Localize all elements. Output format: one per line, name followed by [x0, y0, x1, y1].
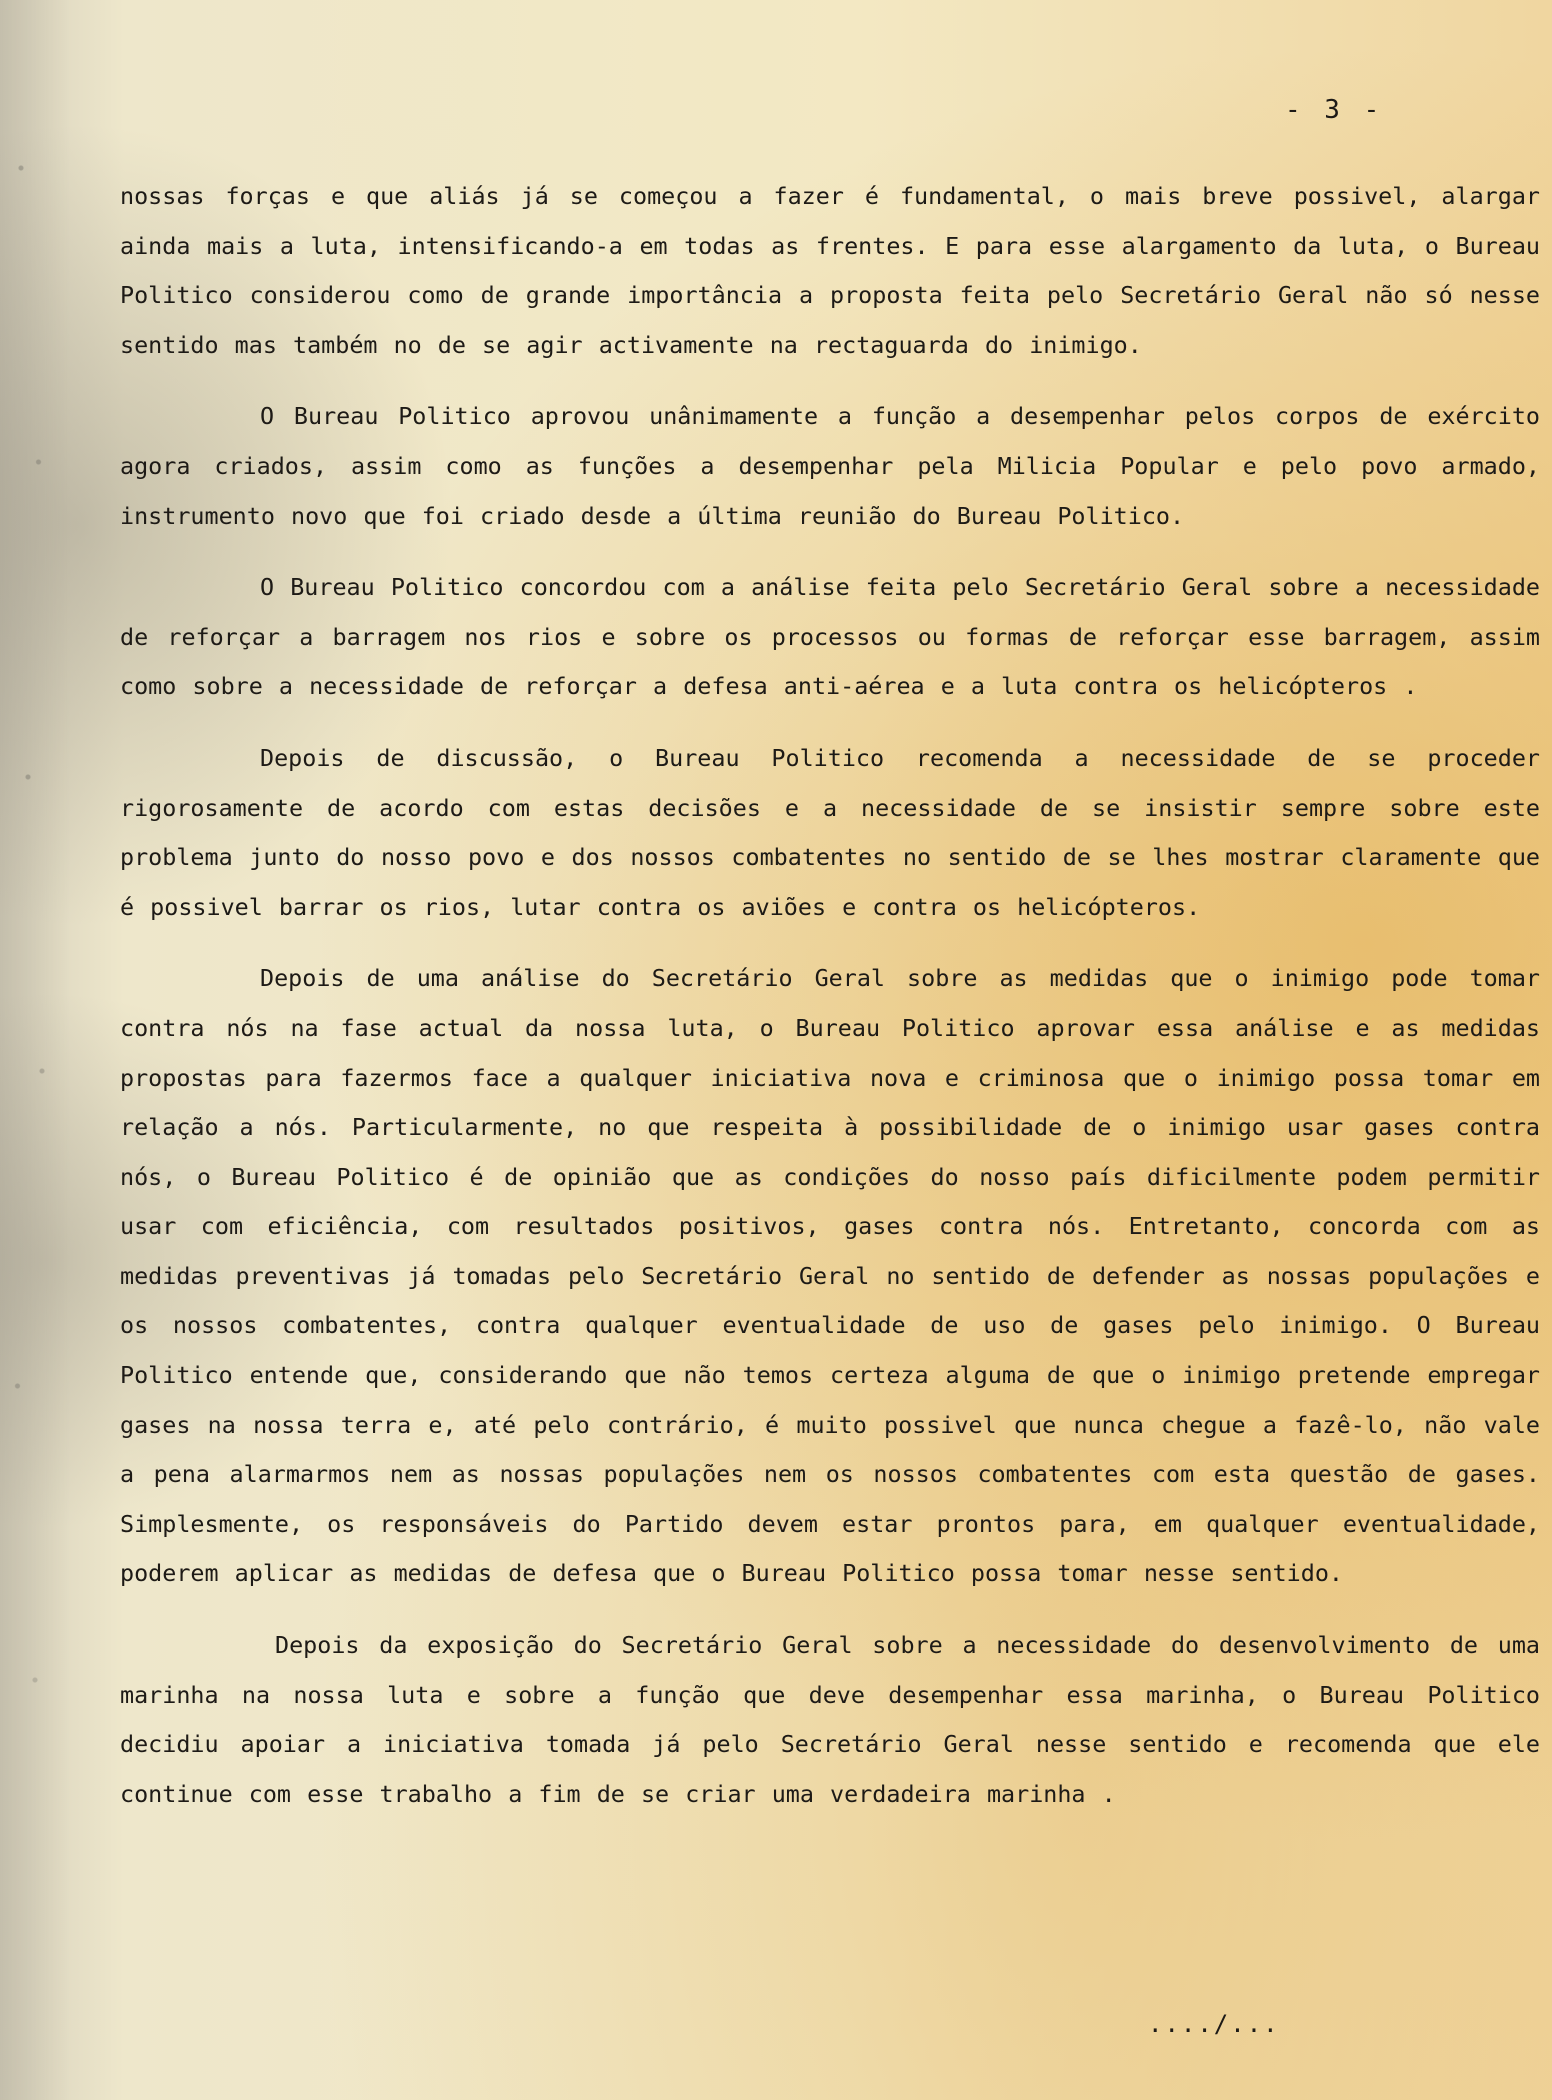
- paragraph: Depois de uma análise do Secretário Geral sobre as medidas que o inimigo pode tomar contra nós na fase actual da nossa luta, o Bureau Politico aprovar essa análise e as medidas propostas para fazermos face a qualquer iniciativa nova e criminosa que o inimigo possa tomar em relação a nós. Particularmente, no que respeita à possibilidade de o inimigo usar gases contra nós, o Bureau Politico é de opinião que as condições do nosso país dificilmente podem permitir usar com eficiência, com resultados positivos, gases contra nós. Entretanto, concorda com as medidas preventivas já tomadas pelo Secretário Geral no sentido de defender as nossas populações e os nossos combatentes, contra qualquer eventualidade de uso de gases pelo inimigo. O Bureau Politico entende que, considerando que não temos certeza alguma de que o inimigo pretende empregar gases na nossa terra e, até pelo contrário, é muito possivel que nunca chegue a fazê-lo, não vale a pena alarmarmos nem as nossas populações nem os nossos combatentes com esta questão de gases. Simplesmente, os responsáveis do Partido devem estar prontos para, em qualquer eventualidade, poderem aplicar as medidas de defesa que o Bureau Politico possa tomar nesse sentido.: [120, 964, 1540, 1588]
- continuation-mark: ..../...: [1148, 2010, 1280, 2038]
- paragraph: Depois da exposição do Secretário Geral sobre a necessidade do desenvolvimento de uma marinha na nossa luta e sobre a função que deve desempenhar essa marinha, o Bureau Politico decidiu apoiar a iniciativa tomada já pelo Secretário Geral nesse sentido e recomenda que ele continue com esse trabalho a fim de se criar uma verdadeira marinha .: [120, 1631, 1540, 1808]
- paragraph: Depois de discussão, o Bureau Politico recomenda a necessidade de se proceder rigorosamente de acordo com estas decisões e a necessidade de se insistir sempre sobre este problema junto do nosso povo e dos nossos combatentes no sentido de se lhes mostrar claramente que é possivel barrar os rios, lutar contra os aviões e contra os helicópteros.: [120, 743, 1540, 921]
- document-body: [120, 172, 1540, 1841]
- page-number: - 3 -: [1285, 95, 1384, 125]
- scan-edge-noise: [0, 0, 70, 2100]
- paragraph: O Bureau Politico aprovou unânimamente a função a desempenhar pelos corpos de exército agora criados, assim como as funções a desempenhar pela Milicia Popular e pelo povo armado, instrumento novo que foi criado desde a última reunião do Bureau Politico.: [120, 402, 1540, 530]
- paragraph: O Bureau Politico concordou com a análise feita pelo Secretário Geral sobre a necessidade de reforçar a barragem nos rios e sobre os processos ou formas de reforçar esse barragem, assim como sobre a necessidade de reforçar a defesa anti-aérea e a luta contra os helicópteros .: [120, 573, 1540, 701]
- paragraph: nossas forças e que aliás já se começou a fazer é fundamental, o mais breve possivel, alargar ainda mais a luta, intensificando-a em todas as frentes. E para esse alargamento da luta, o Bureau Politico considerou como de grande importância a proposta feita pelo Secretário Geral não só nesse sentido mas também no de se agir activamente na rectaguarda do inimigo.: [120, 182, 1540, 359]
